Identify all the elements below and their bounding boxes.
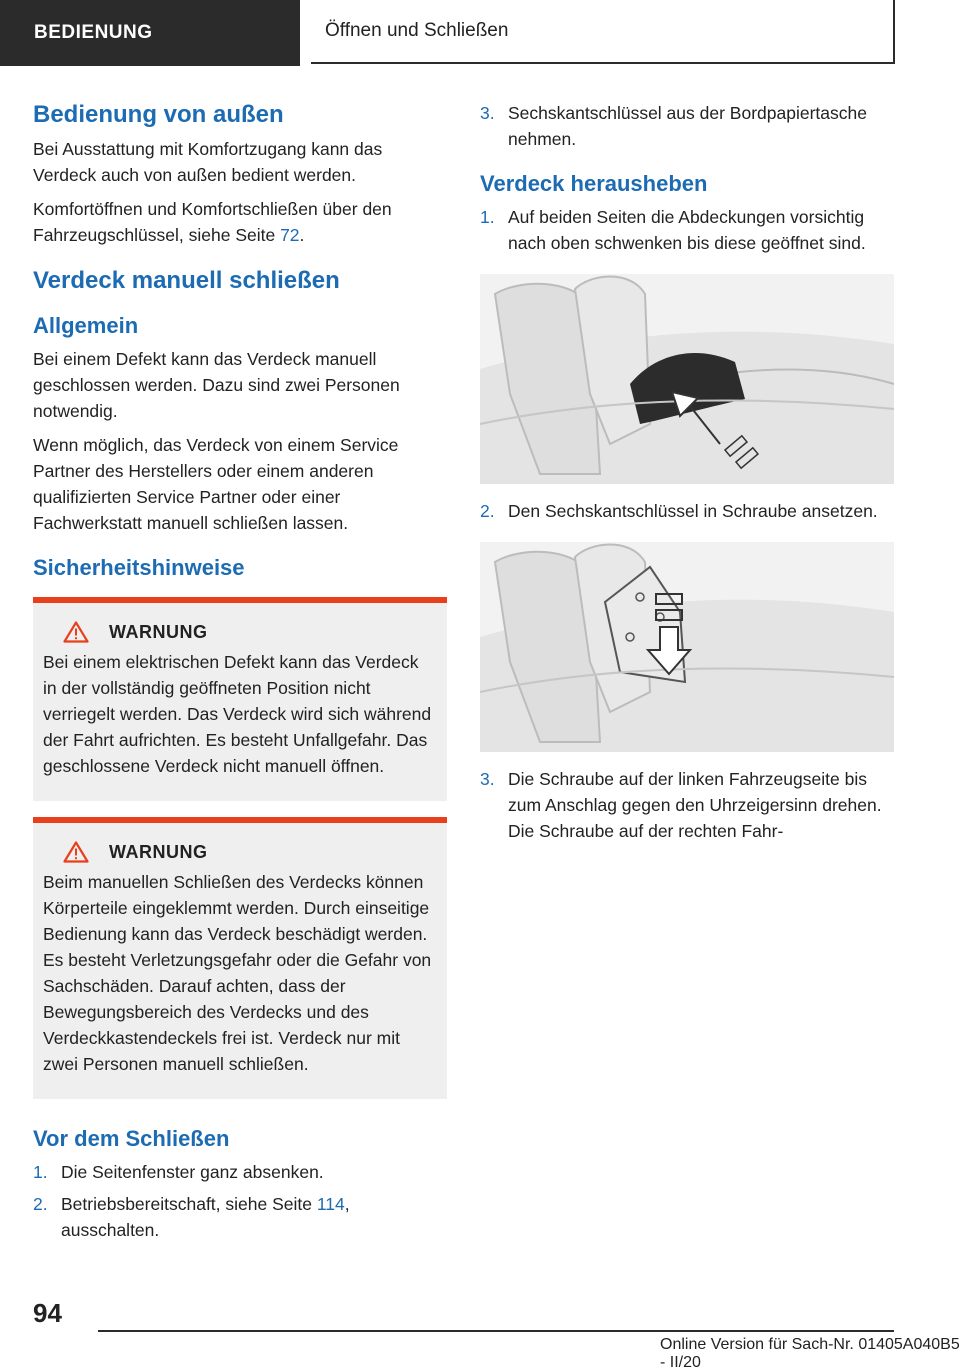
- step-number: 3.: [480, 103, 495, 123]
- right-column: [480, 100, 892, 852]
- lift-steps-3: [480, 766, 892, 844]
- paragraph-outside-1: Bei Ausstattung mit Komfortzugang kann das Verdeck auch von außen bedient werden.: [33, 139, 383, 185]
- lift-steps-2: [480, 498, 892, 524]
- step-text: Betriebsbereitschaft, siehe Seite: [61, 1193, 317, 1214]
- warning-box-2: [33, 817, 447, 1099]
- footer-divider: [98, 1330, 894, 1332]
- step-number: 3.: [480, 768, 495, 789]
- left-column: [33, 100, 447, 1251]
- paragraph-text: Komfortöffnen und Komfortschließen über den Fahrzeugschlüssel, siehe Seite: [33, 199, 392, 245]
- page-number: 94: [33, 1298, 62, 1328]
- step-text: Sechskantschlüssel aus der Bordpapiertasche nehmen.: [508, 103, 867, 149]
- footer-version: Online Version für Sach-Nr. 01405A040B5 - II/20: [660, 1336, 960, 1371]
- figure-open-cover: [480, 274, 894, 484]
- list-item: [480, 204, 892, 256]
- page-link-114[interactable]: 114: [316, 1193, 345, 1214]
- heading-safety: Sicherheitshinweise: [33, 554, 245, 580]
- warning-header: [63, 841, 435, 863]
- warning-header: [63, 621, 435, 643]
- warning-text: Beim manuellen Schließen des Verdecks können Körperteile eingeklemmt werden. Durch einseitige Bedienung kann das Verdeck beschädigt werden. Es besteht Verletzungsgefahr oder die Gefahr von Sachschäden. Darauf achten, dass der Bewegungsbereich des Verdecks und des Verdeckkastendeckels frei ist. Verdeck nur mit zwei Personen manuell schließen.: [43, 872, 432, 1074]
- list-item: [480, 100, 892, 152]
- page-link-72[interactable]: 72: [280, 225, 300, 245]
- heading-general: Allgemein: [33, 313, 139, 338]
- step-number: 2.: [33, 1193, 48, 1214]
- step-text: Die Seitenfenster ganz absenken.: [61, 1161, 324, 1182]
- heading-lift-roof: Verdeck herausheben: [480, 171, 708, 196]
- paragraph-text: .: [299, 225, 305, 245]
- prep-steps: [480, 100, 892, 152]
- step-text: Die Schraube auf der linken Fahrzeugseite bis zum Anschlag gegen den Uhrzeigersinn drehen. Die Schraube auf der rechten Fahr-: [508, 768, 882, 841]
- paragraph-general-1: Bei einem Defekt kann das Verdeck manuell geschlossen werden. Dazu sind zwei Personen notwendig.: [33, 348, 400, 421]
- illustration-open-cover: [480, 274, 894, 484]
- list-item: [33, 1159, 447, 1185]
- warning-text: Bei einem elektrischen Defekt kann das Verdeck in der vollständig geöffneten Position nicht verriegelt werden. Das Verdeck wird sich während der Fahrt aufrichten. Es besteht Unfallgefahr. Das geschlossene Verdeck nicht manuell öffnen.: [43, 652, 432, 776]
- heading-manual-close: Verdeck manuell schließen: [33, 267, 340, 294]
- warning-title: WARNUNG: [109, 621, 208, 642]
- lift-steps-1: [480, 204, 892, 256]
- warning-title: WARNUNG: [109, 841, 208, 862]
- step-number: 2.: [480, 500, 495, 521]
- list-item: [33, 1191, 447, 1243]
- chapter-title: Öffnen und Schließen: [311, 0, 895, 64]
- step-number: 1.: [33, 1161, 48, 1182]
- warning-box-1: [33, 597, 447, 801]
- heading-before-closing: Vor dem Schließen: [33, 1126, 230, 1151]
- list-item: [480, 498, 892, 524]
- illustration-insert-key: [480, 542, 894, 752]
- warning-triangle-icon: [63, 841, 89, 863]
- paragraph-outside-2: [33, 196, 447, 248]
- page-header: [0, 0, 960, 66]
- heading-outside: Bedienung von außen: [33, 101, 284, 128]
- warning-triangle-icon: [63, 621, 89, 643]
- step-number: 1.: [480, 206, 495, 227]
- figure-insert-key: [480, 542, 894, 752]
- before-closing-steps: [33, 1159, 447, 1243]
- step-text: Den Sechskantschlüssel in Schraube ansetzen.: [508, 500, 878, 521]
- step-text: , ausschalten.: [61, 1193, 350, 1240]
- paragraph-general-2: Wenn möglich, das Verdeck von einem Service Partner des Herstellers oder einem anderen qualifizierten Service Partner oder einer Fachwerkstatt manuell schließen lassen.: [33, 434, 399, 533]
- list-item: [480, 766, 892, 844]
- step-text: Auf beiden Seiten die Abdeckungen vorsichtig nach oben schwenken bis diese geöffnet sind.: [508, 206, 866, 253]
- section-tab: BEDIENUNG: [0, 0, 300, 66]
